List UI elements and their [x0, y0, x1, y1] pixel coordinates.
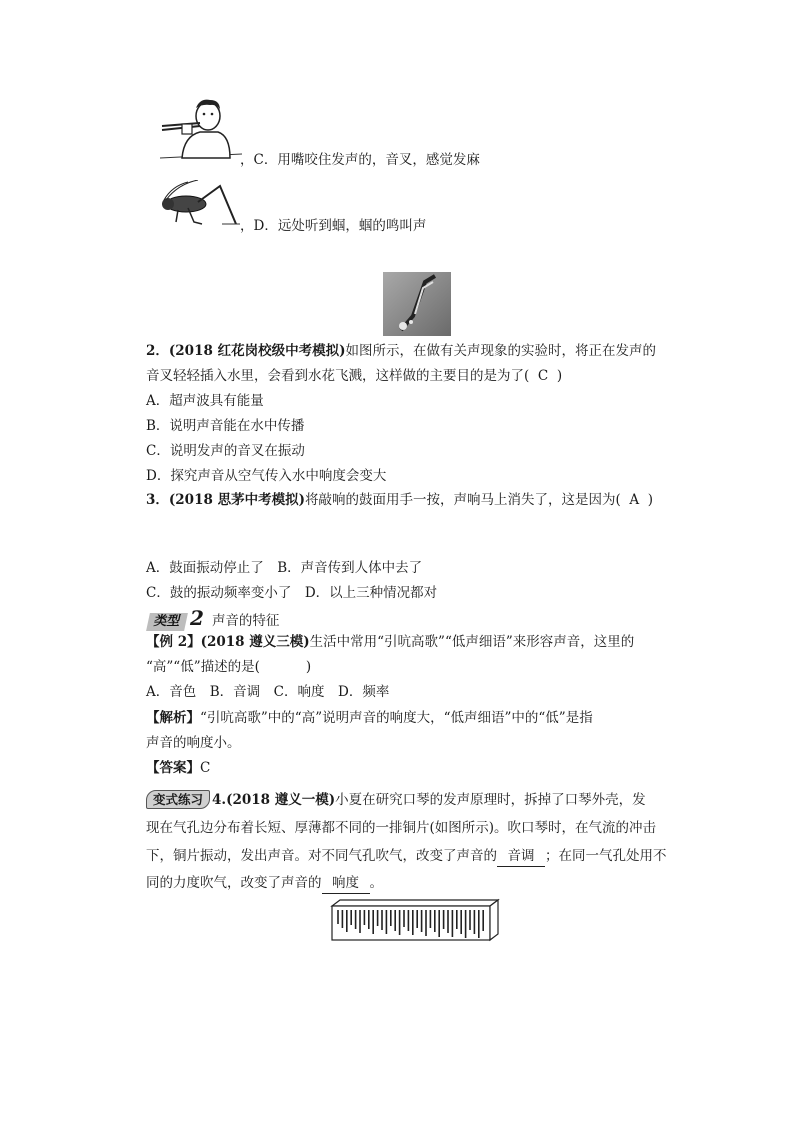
example2-source: (2018 遵义三模) — [200, 634, 310, 650]
example2-stem-2: “高”“低”描述的是( — [146, 659, 260, 675]
variant-badge: 变式练习 — [146, 790, 210, 809]
q2-line-2 — [146, 366, 562, 386]
example2-stem-1: 生活中常用“引吭高歌”“低声细语”来形容声音，这里的 — [309, 634, 635, 650]
type2-heading — [148, 606, 279, 630]
q2-line-1 — [146, 341, 656, 361]
tuning-fork-water-photo — [383, 272, 451, 336]
q2-option-c: C．说明发声的音叉在振动 — [146, 443, 305, 459]
q3-options-line-1: A．鼓面振动停止了 B．声音传到人体中去了 — [146, 560, 423, 576]
option-c-prefix: ， — [240, 152, 254, 168]
q2-option-b: B．说明声音能在水中传播 — [146, 418, 305, 434]
variant-stem-3a: 下，铜片振动，发出声音。对不同气孔吹气，改变了声音的 — [146, 848, 497, 864]
answer-blank-loudness: 响度 — [322, 873, 370, 894]
variant-stem-4a: 同的力度吹气，改变了声音的 — [146, 875, 322, 891]
q3-source: (2018 思茅中考模拟) — [168, 492, 305, 508]
q3-answer: A — [629, 492, 640, 508]
example2-close: ) — [305, 659, 312, 675]
variant-stem-4b: 。 — [369, 875, 383, 891]
answer-blank-pitch: 音调 — [497, 846, 545, 867]
type-badge: 类型 — [146, 613, 188, 631]
q2-answer: C — [537, 368, 549, 384]
example2-line-1 — [146, 632, 634, 652]
analysis-label: 【解析】 — [146, 710, 200, 726]
q3-close: ) — [647, 492, 653, 508]
variant-line-2: 现在气孔边分布着长短、厚薄都不同的一排铜片(如图所示)。吹口琴时，在气流的冲击 — [146, 820, 657, 836]
q3-stem: 将敲响的鼓面用手一按，声响马上消失了，这是因为( — [304, 492, 621, 508]
q2-stem-2: 音叉轻轻插入水里，会看到水花飞溅，这样做的主要目的是为了( — [146, 368, 530, 384]
q2-number: 2． — [146, 343, 169, 359]
cricket-figure — [158, 180, 240, 230]
variant-number: 4. — [212, 792, 227, 808]
harmonica-reeds-figure — [330, 898, 500, 944]
q2-stem-1: 如图所示，在做有关声现象的实验时，将正在发声的 — [345, 343, 656, 359]
answer-value: C — [200, 760, 211, 776]
example2-line-2 — [146, 657, 311, 677]
variant-line-4 — [146, 873, 383, 894]
option-d-prefix: ， — [240, 218, 254, 234]
q2-close: ) — [556, 368, 563, 384]
type-title: 声音的特征 — [211, 613, 280, 629]
q2-option-d: D．探究声音从空气传入水中响度会变大 — [146, 468, 387, 484]
option-d-text: D．远处听到蝈，蝈的鸣叫声 — [253, 218, 427, 234]
variant-line-1 — [146, 790, 646, 810]
person-tuning-fork-figure — [160, 96, 242, 160]
q3-number: 3． — [146, 492, 169, 508]
variant-source: (2018 遵义一模) — [226, 792, 336, 808]
q3-options-line-2: C．鼓的振动频率变小了 D．以上三种情况都对 — [146, 585, 438, 601]
type-number: 2 — [190, 606, 204, 630]
example2-options: A．音色 B．音调 C．响度 D．频率 — [146, 684, 390, 700]
option-c-text: C．用嘴咬住发声的，音叉，感觉发麻 — [253, 152, 480, 168]
q2-option-a: A．超声波具有能量 — [146, 393, 264, 409]
example2-analysis-line-1 — [146, 708, 593, 728]
example2-label: 【例 2】 — [146, 634, 201, 650]
option-d-line — [240, 216, 426, 236]
option-c-line — [240, 150, 480, 170]
analysis-text-1: “引吭高歌”中的“高”说明声音的响度大，“低声细语”中的“低”是指 — [200, 710, 593, 726]
answer-label: 【答案】 — [146, 760, 200, 776]
variant-line-3 — [146, 846, 667, 867]
variant-stem-1: 小夏在研究口琴的发声原理时，拆掉了口琴外壳，发 — [335, 792, 646, 808]
example2-analysis-line-2: 声音的响度小。 — [146, 735, 241, 751]
q2-source: (2018 红花岗校级中考模拟) — [168, 343, 346, 359]
variant-stem-3b: ；在同一气孔处用不 — [545, 848, 667, 864]
q3-line-1 — [146, 490, 653, 510]
example2-answer-line — [146, 758, 210, 778]
